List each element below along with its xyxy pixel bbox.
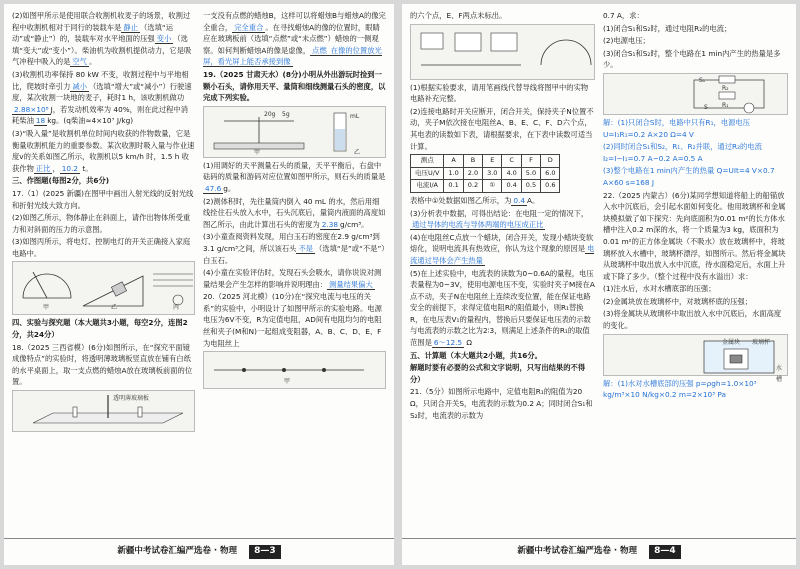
- q17-figure: [12, 261, 195, 315]
- answer: 10.2: [61, 163, 79, 173]
- right-footer: [402, 538, 796, 565]
- page-number: 8—4: [649, 545, 681, 559]
- answer: 18: [35, 116, 46, 126]
- q-text: (2)连接电路时开关应断开，闭合开关，保持夹子N位置不动，夹子M依次接在电阻丝A、B、E、C、F、D六个点，其电表的读数如下表，请根据要求，在下表中读数可适当计算。: [410, 106, 594, 151]
- q-text: (1)闭合S₁和S₂时，通过电阻R₂的电流；: [603, 23, 732, 33]
- q20-figure: [203, 351, 386, 389]
- table-cell: E: [483, 155, 502, 168]
- q-text: (3)分析表中数据，可得出结论：在电阻一定的情况下，: [410, 208, 589, 218]
- fig-label: 甲: [254, 148, 261, 156]
- fig-label: 5g: [282, 110, 290, 118]
- q18: 18.（2025 三西省模）(6分)如图所示，在“探究平面镜成像特点”的实验时，将透明薄玻璃板竖直放在铺有白纸的水平桌面上，取一支点燃的蜡烛A放在玻璃板前面的位置。: [12, 342, 193, 387]
- table-row: [411, 180, 560, 193]
- fig-label: R₂: [722, 84, 729, 92]
- fig-label: 玻璃杯: [752, 338, 771, 346]
- q-text: （选填“点燃”或“未点燃”）蜡烛的一侧观察。如何判断蜡烛A的像是虚像，: [203, 34, 379, 55]
- q17: 17.（1）(2025 新疆)在图甲中画出入射光线的反射光线和折射光线大致方向。: [12, 188, 194, 210]
- q17c: (3)如图丙所示，将电灯、控制电灯的开关正确接入家庭电路中。: [12, 237, 191, 258]
- table-cell: 测点: [411, 155, 444, 168]
- q-text: 0.7 A，求：: [603, 11, 644, 20]
- left-column-2: [203, 10, 386, 530]
- fig-label: 水槽: [776, 364, 783, 384]
- q-text: (4)在电阻丝C点放一个蜡块，闭合开关，发现小蜡块变软熔化，说明电流具有热效应，你认为这个现象的原因是: [410, 232, 594, 254]
- answer: (3)整个电路在1 min内产生的热量 Q=UIt=4 V×0.7 A×60 s=168 J: [603, 166, 775, 187]
- right-column-2: [603, 10, 788, 530]
- table-cell: B: [463, 155, 482, 168]
- q-text: A。: [527, 195, 540, 205]
- q-text: (1)用调好的天平测量石头的质量，天平平衡后，右盘中砝码的质量和游码对应位置如图甲所示，则石头的质量是: [203, 160, 386, 182]
- answer: 静止: [123, 22, 139, 32]
- table-cell: 2.0: [463, 167, 482, 180]
- page-number: 8—3: [249, 545, 281, 559]
- q21-drawing: [604, 74, 787, 114]
- table-cell: 1.0: [444, 167, 463, 180]
- q21: 21.（5分）如图所示电路中，定值电阻R₁的阻值为20 Ω，只闭合开关S，电流表的示数为0.2 A；同时闭合S₁和S₂时，电流表的示数为: [410, 387, 593, 420]
- answer: 通过导体的电流与导体两端的电压成正比: [412, 220, 544, 230]
- answer: 0.4: [513, 195, 526, 205]
- table-cell: 电流I/A: [411, 180, 444, 193]
- q-text: （选填“变大”或“变小”）。柴油机为收割机提供动力，它是吸气冲程中吸入的是: [12, 34, 192, 67]
- q-text: (5)在上述实验中，电流表的读数为0~0.6A的量程，电压表量程为0~3V，使用电源电压不变，实验时夹子M接在A点不动，夹子N在电阻丝上连续改变位置，能在保证电路安全的前提下，求得定值电阻R的阻值最小，则R₁替换R，在电压表V₁的量程内，替换后只要保证电压表的示数与电流表的示数之比为2∶3，则满足上述条件的R₁的取值范围是: [410, 268, 595, 348]
- q-text: 一支没有点燃的蜡烛B，这样可以将蜡烛B与蜡烛A的像完全重合，: [203, 11, 386, 32]
- table-cell: 电压U/V: [411, 167, 444, 180]
- table-row: [411, 155, 560, 168]
- q-text: g/cm³。: [340, 219, 369, 229]
- q18-drawing: [13, 391, 194, 431]
- fig-label: 乙: [111, 304, 118, 312]
- fig-label: mL: [350, 112, 360, 120]
- answer: 空气: [72, 57, 87, 67]
- q-text: (2)金属块放在玻璃杯中，对玻璃杯底的压强；: [603, 296, 752, 306]
- q-text: (2)电源电压；: [603, 36, 650, 46]
- fig-label: 乙: [354, 148, 361, 156]
- section-note: 解题时要有必要的公式和文字说明，只写出结果的不得分）: [410, 363, 586, 384]
- q-text: (3)闭合S₁和S₂时，整个电路在1 min内产生的热量是多少。: [603, 48, 781, 70]
- q-text: （选填“是”或“不是”）白玉石。: [203, 243, 385, 265]
- answer: 2.88×10⁸: [14, 104, 49, 114]
- data-table: [410, 154, 560, 193]
- q-text: 的六个点，E、F两点未标出。: [410, 11, 507, 20]
- fig-label: R₁: [722, 101, 729, 109]
- table-cell: D: [541, 155, 560, 168]
- answer: 2.38: [321, 219, 338, 229]
- table-cell: 0.4: [502, 180, 521, 193]
- q-text: J，若发动机效率为 40%，则在此过程中消耗柴油: [12, 104, 189, 126]
- q18-figure: [12, 390, 195, 432]
- answer: 测量结果偏大: [329, 279, 373, 289]
- q22-figure: [603, 334, 788, 384]
- q-text: (3)将金属块从玻璃杯中取出放入水中沉底后，水面高度的变化。: [603, 309, 782, 331]
- table-cell: 0.6: [541, 180, 560, 193]
- fig-label: 20g: [264, 110, 276, 118]
- q-text: (3)“吸入量”是收割机单位时间内收获的作物数量，它是衡量收割机能力的重要参数。某次收割时吸入量与作业速度v的关系如图乙所示，收割机以5 km/h 时，1.5 h 收获作物: [12, 128, 195, 173]
- q-text: (2)测体积时，先往量筒内倒入 40 mL 的水，然后用细线拴住石头放入水中，石头沉底后，量筒内液面的高度如图乙所示，由此计算出石头的密度为: [203, 196, 386, 229]
- q-text: 。在寻找蜡烛A的像的位置时，眼睛应在玻璃板前: [203, 22, 380, 44]
- q20: 20.（2025 河北模）(10分)在“探究电流与电压的关系”的实验中，小明设计了如图甲所示的实验电路。电源电压为6V不变，R为定值电阻，AD间有电阻均匀的电阻丝和夹子(M和N)一起组成变阻器，A、B、C、D、E、F为电阻丝上: [203, 292, 382, 348]
- fig-label: 丙: [173, 304, 180, 312]
- q19: 19.（2025 甘肃天水）(8分)小明从外出游玩时捡到一颗小石头，请你用天平、量筒和细线测量石头的密度，以完成下列实验。: [203, 69, 386, 103]
- answer: 6～12.5: [433, 338, 463, 348]
- q-text: g。: [223, 183, 236, 193]
- answer: 47.6: [205, 183, 222, 193]
- left-column-1: (2)如图甲所示是使用联合收割机收麦子的场景，收割过程中收割机相对于同行的装载车是 静止 （选填“运动”或“静止”）的，装载车对水平地面的压强 变小 （选填“变大”或“变小”）。柴油机为收割机提供动力，它是吸气冲程中吸入的是 空气 。 (3)收割机功率保持 80 kW 不变，收割过程中与平地相比，爬坡时牵引力 减小 （选填“增大”或“减小”）行驶速度，某次收割一块地的麦子，耗时1 h，该收割机做功2.88×10⁸ J，若发动机效率为 40%，则在此过程中消耗柴油 18 kg。(q柴油≈4×10⁷ J/kg) (3)“吸入量”是收割机单位时间内收获的作物数量，它是衡量收割机能力的重要参数。某次收割时吸入量与作业速度v的关系如图乙所示，收割机以5 km/h 时，1.5 h 收获作物 正比 ， 10.2 t。 三、作图题(每图2分，共6分) 17.（1）(2025 新疆)在图甲中画出入射光线的反射光线和折射光线大致方向。 (2)如图乙所示，物体静止在斜面上，请作出物体所受重力和对斜面的压力的示意图。 (3)如图丙所示，将电灯、控制电灯的开关正确接入家庭电路中。 甲 乙 丙 四、实验与探究题（本大题共3小题，每空2分，连图2分，共24分） 18.（2025 三西省模）(6分)如图所示，在“探究平面镜成像特点”的实验时，将透明薄玻璃板竖直放在铺有白纸的水平桌面上，取一支点燃的蜡烛A放在玻璃板前面的位置。 透明薄玻璃板: [12, 10, 195, 530]
- q-text: (1)注水后，水对水槽底部的压强；: [603, 284, 716, 294]
- answer: 电流通过导体会产生热量: [410, 244, 595, 265]
- q-text: (3)收割机功率保持 80 kW 不变，收割过程中与平地相比，爬坡时牵引力: [12, 69, 189, 91]
- footer-title: 新疆中考试卷汇编严选卷 · 物理: [117, 546, 238, 557]
- q-text: (4)小童在实验评估时，发现石头会吸水，请你说说对测量结果会产生怎样的影响并说明理由：: [203, 268, 382, 289]
- answer: 解：(1)只闭合S时，电路中只有R₁，电源电压U=I₁R₁=0.2 A×20 Ω=4 V: [603, 117, 751, 139]
- q-text: （选填“运动”或“静止”）的，装载车对水平地面的压强: [12, 22, 174, 44]
- fig-label: 透明薄玻璃板: [113, 395, 150, 403]
- section-heading: 四、实验与探究题（本大题共3小题，每空2分，连图2分，共24分）: [12, 318, 188, 340]
- q-text: kg。(q柴油≈4×10⁷ J/kg): [47, 116, 134, 126]
- footer-title: 新疆中考试卷汇编严选卷 · 物理: [517, 546, 638, 557]
- q21-figure: [603, 73, 788, 115]
- table-cell: 6.0: [541, 167, 560, 180]
- q-text: (1)根据实验要求，请用笔画线代替导线将图甲中的实物电路补充完整。: [410, 82, 589, 104]
- section-heading: 三、作图题(每图2分，共6分): [12, 176, 110, 186]
- fig-label: 甲: [43, 304, 50, 312]
- answer: 在像的位置放光屏，看光屏上能否承接到像: [203, 45, 382, 67]
- table-cell: F: [521, 155, 540, 168]
- left-footer: [4, 538, 394, 565]
- section-heading: 五、计算题（本大题共2小题，共16分。: [410, 350, 542, 360]
- fig-label: S: [704, 103, 708, 111]
- q20-circuit-figure: [410, 24, 595, 80]
- answer: (2)同时闭合S₁和S₂，R₁、R₂并联，通过R₂的电流 I₂=I−I₁=0.7 A−0.2 A=0.5 A: [603, 142, 762, 163]
- answer: 解：(1)水对水槽底部的压强 p=ρgh=1.0×10³ kg/m³×10 N/kg×0.2 m=2×10³ Pa: [603, 378, 757, 400]
- table-cell: ①: [483, 180, 502, 193]
- table-cell: 5.0: [521, 167, 540, 180]
- fig-label: 甲: [284, 378, 291, 386]
- q20-circuit-drawing: [411, 25, 594, 79]
- answer: 完全重合: [234, 22, 264, 32]
- q-text: （选填“增大”或“减小”）行驶速度，某次收割一块地的麦子，耗时1 h，该收割机做功: [12, 81, 192, 103]
- q17b: (2)如图乙所示，物体静止在斜面上，请作出物体所受重力和对斜面的压力的示意图。: [12, 213, 191, 234]
- left-page: [4, 4, 394, 565]
- table-cell: C: [502, 155, 521, 168]
- answer: 减小: [72, 81, 87, 91]
- answer: 变小: [156, 34, 172, 44]
- right-page: [402, 4, 796, 565]
- q20-drawing: [204, 352, 385, 388]
- table-cell: 0.5: [521, 180, 540, 193]
- answer: 点燃: [312, 45, 327, 55]
- right-column-1: 的六个点，E、F两点未标出。 (1)根据实验要求，请用笔画线代替导线将图甲中的实物电路补充完整。 (2)连接电路时开关应断开，闭合开关，保持夹子N位置不动，夹子M依次接在电阻丝A、B、E、C、F、D六个点，其电表的读数如下表，请根据要求，在下表中读数可适当计算。 测点 A B E C F D 电压U/V 1.0 2.0 3.0 4.0 5.0 6.0 电流I/A 0.1 0.2 ① 0.4 0.5 0.6 表格中①处数据如图乙所示，为 0.4 A。 (3)分析表中数据，可得出结论：在电阻一定的情况下，通过导体的电流与导体两端的电压成正比 (4)在电阻丝C点放一个蜡块，闭合开关，发现小蜡块变软熔化，说明电流具有热效应，你认为这个现象的原因是 电流通过导体会产生热量 (5)在上述实验中，电流表的读数为0~0.6A的量程，电压表量程为0~3V，使用电源电压不变，实验时夹子M接在A点不动，夹子N在电阻丝上连续改变位置，能在保证电路安全的前提下，求得定值电阻R的阻值最小，则R₁替换R，在电压表V₁的量程内，替换后只要保证电压表的示数与电流表的示数之比为2∶3，则满足上述条件的R₁的取值范围是 6～12.5 Ω 五、计算题（本大题共2小题，共16分。 解题时要有必要的公式和文字说明，只写出结果的不得分） 21.（5分）如图所示电路中，定值电阻R₁的阻值为20 Ω，只闭合开关S，电流表的示数为0.2 A；同时闭合S₁和S₂时，电流表的示数为: [410, 11, 595, 420]
- q22: 22.（2025 内蒙古）(6分)某同学想知道将船上的船锚放入水中沉底后，会引起水面如何变化。他用玻璃杯和金属块模拟做了如下探究：先向底面积为0.01 m²的长方体水槽中注入0.2 m深的水，将一个质量为3 kg，底面积为0.01 m²的正方体金属块（不吸水）放在玻璃杯中，将玻璃杯放入水槽中，玻璃杯漂浮，如图所示。然后将金属块从玻璃杯中取出放入水中沉底，待水面稳定后，水面上升或下降了多少。（整个过程中没有水溢出）求：: [603, 190, 786, 281]
- table-cell: 0.1: [444, 180, 463, 193]
- q-text: (3)小童查阅资料发现，用白玉石的密度在2.9 g/cm³到3.1 g/cm³之间，所以该石头: [203, 232, 380, 253]
- table-cell: A: [444, 155, 463, 168]
- answer: 正比: [35, 163, 51, 173]
- table-row: [411, 167, 560, 180]
- table-cell: 0.2: [463, 180, 482, 193]
- answer: 不是: [298, 243, 314, 253]
- fig-label: S₁: [699, 76, 706, 84]
- fig-label: 金属块: [722, 338, 741, 346]
- q-text: 表格中①处数据如图乙所示，为: [410, 195, 512, 205]
- table-cell: 3.0: [483, 167, 502, 180]
- q17-drawing: [13, 262, 194, 314]
- table-cell: 4.0: [502, 167, 521, 180]
- q-text: (2)如图甲所示是使用联合收割机收麦子的场景，收割过程中收割机相对于同行的装载车是: [12, 11, 191, 32]
- q19-figure: [203, 106, 386, 158]
